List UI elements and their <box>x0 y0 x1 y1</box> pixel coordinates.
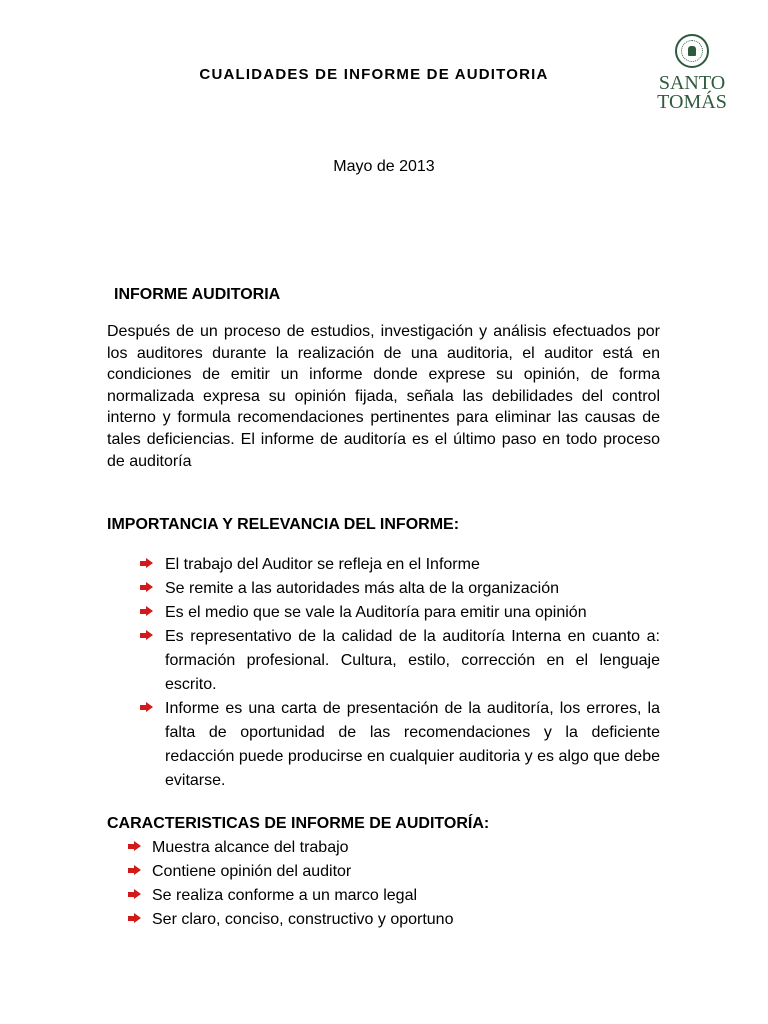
red-arrow-icon <box>128 841 141 852</box>
list-item-text: Es representativo de la calidad de la auditoría Interna en cuanto a: formación profesional. Cultura, estilo, corrección en el lenguaje escrito. <box>165 628 660 693</box>
list-item-text: Contiene opinión del auditor <box>152 863 352 880</box>
heading-informe-auditoria: INFORME AUDITORIA <box>114 286 281 303</box>
red-arrow-icon <box>140 630 153 641</box>
list-item <box>140 577 660 601</box>
list-item-text: Se remite a las autoridades más alta de la organización <box>165 580 559 597</box>
red-arrow-icon <box>140 606 153 617</box>
list-item <box>140 553 660 577</box>
document-title: CUALIDADES DE INFORME DE AUDITORIA <box>199 66 549 83</box>
red-arrow-icon <box>140 702 153 713</box>
list-item <box>128 908 648 932</box>
list-item <box>140 601 660 625</box>
list-item <box>140 697 660 793</box>
list-item-text: Muestra alcance del trabajo <box>152 839 349 856</box>
red-arrow-icon <box>128 865 141 876</box>
red-arrow-icon <box>128 913 141 924</box>
red-arrow-icon <box>140 558 153 569</box>
list-item-text: Informe es una carta de presentación de la auditoría, los errores, la falta de oportunidad de las recomendaciones y la deficiente redacción puede producirse en cualquier auditoria y es algo que debe evitarse. <box>165 700 660 789</box>
list-item <box>128 860 648 884</box>
list-item <box>128 884 648 908</box>
santo-tomas-logo <box>652 34 732 118</box>
list-item-text: Es el medio que se vale la Auditoría para emitir una opinión <box>165 604 587 621</box>
intro-paragraph: Después de un proceso de estudios, investigación y análisis efectuados por los auditores durante la realización de una auditoria, el auditor está en condiciones de emitir un informe donde exprese su opinión, de forma normalizada expresa su opinión fijada, señala las debilidades del control interno y formula recomendaciones pertinentes para eliminar las causas de tales deficiencias. El informe de auditoría es el último paso en todo proceso de auditoría <box>107 323 660 470</box>
logo-text-line1: SANTO <box>658 72 726 94</box>
list-item <box>128 836 648 860</box>
list-item-text: El trabajo del Auditor se refleja en el Informe <box>165 556 480 573</box>
heading-caracteristicas: CARACTERISTICAS DE INFORME DE AUDITORÍA: <box>107 815 490 832</box>
list-item-text: Se realiza conforme a un marco legal <box>152 887 418 904</box>
logo-text-line2: TOMÁS <box>657 91 727 113</box>
heading-importancia: IMPORTANCIA Y RELEVANCIA DEL INFORME: <box>107 516 460 533</box>
caracteristicas-list <box>128 836 648 932</box>
importancia-list <box>140 553 660 793</box>
university-seal-icon <box>675 34 709 68</box>
list-item <box>140 625 660 697</box>
red-arrow-icon <box>140 582 153 593</box>
document-date: Mayo de 2013 <box>333 158 435 175</box>
list-item-text: Ser claro, conciso, constructivo y oportuno <box>152 911 454 928</box>
red-arrow-icon <box>128 889 141 900</box>
